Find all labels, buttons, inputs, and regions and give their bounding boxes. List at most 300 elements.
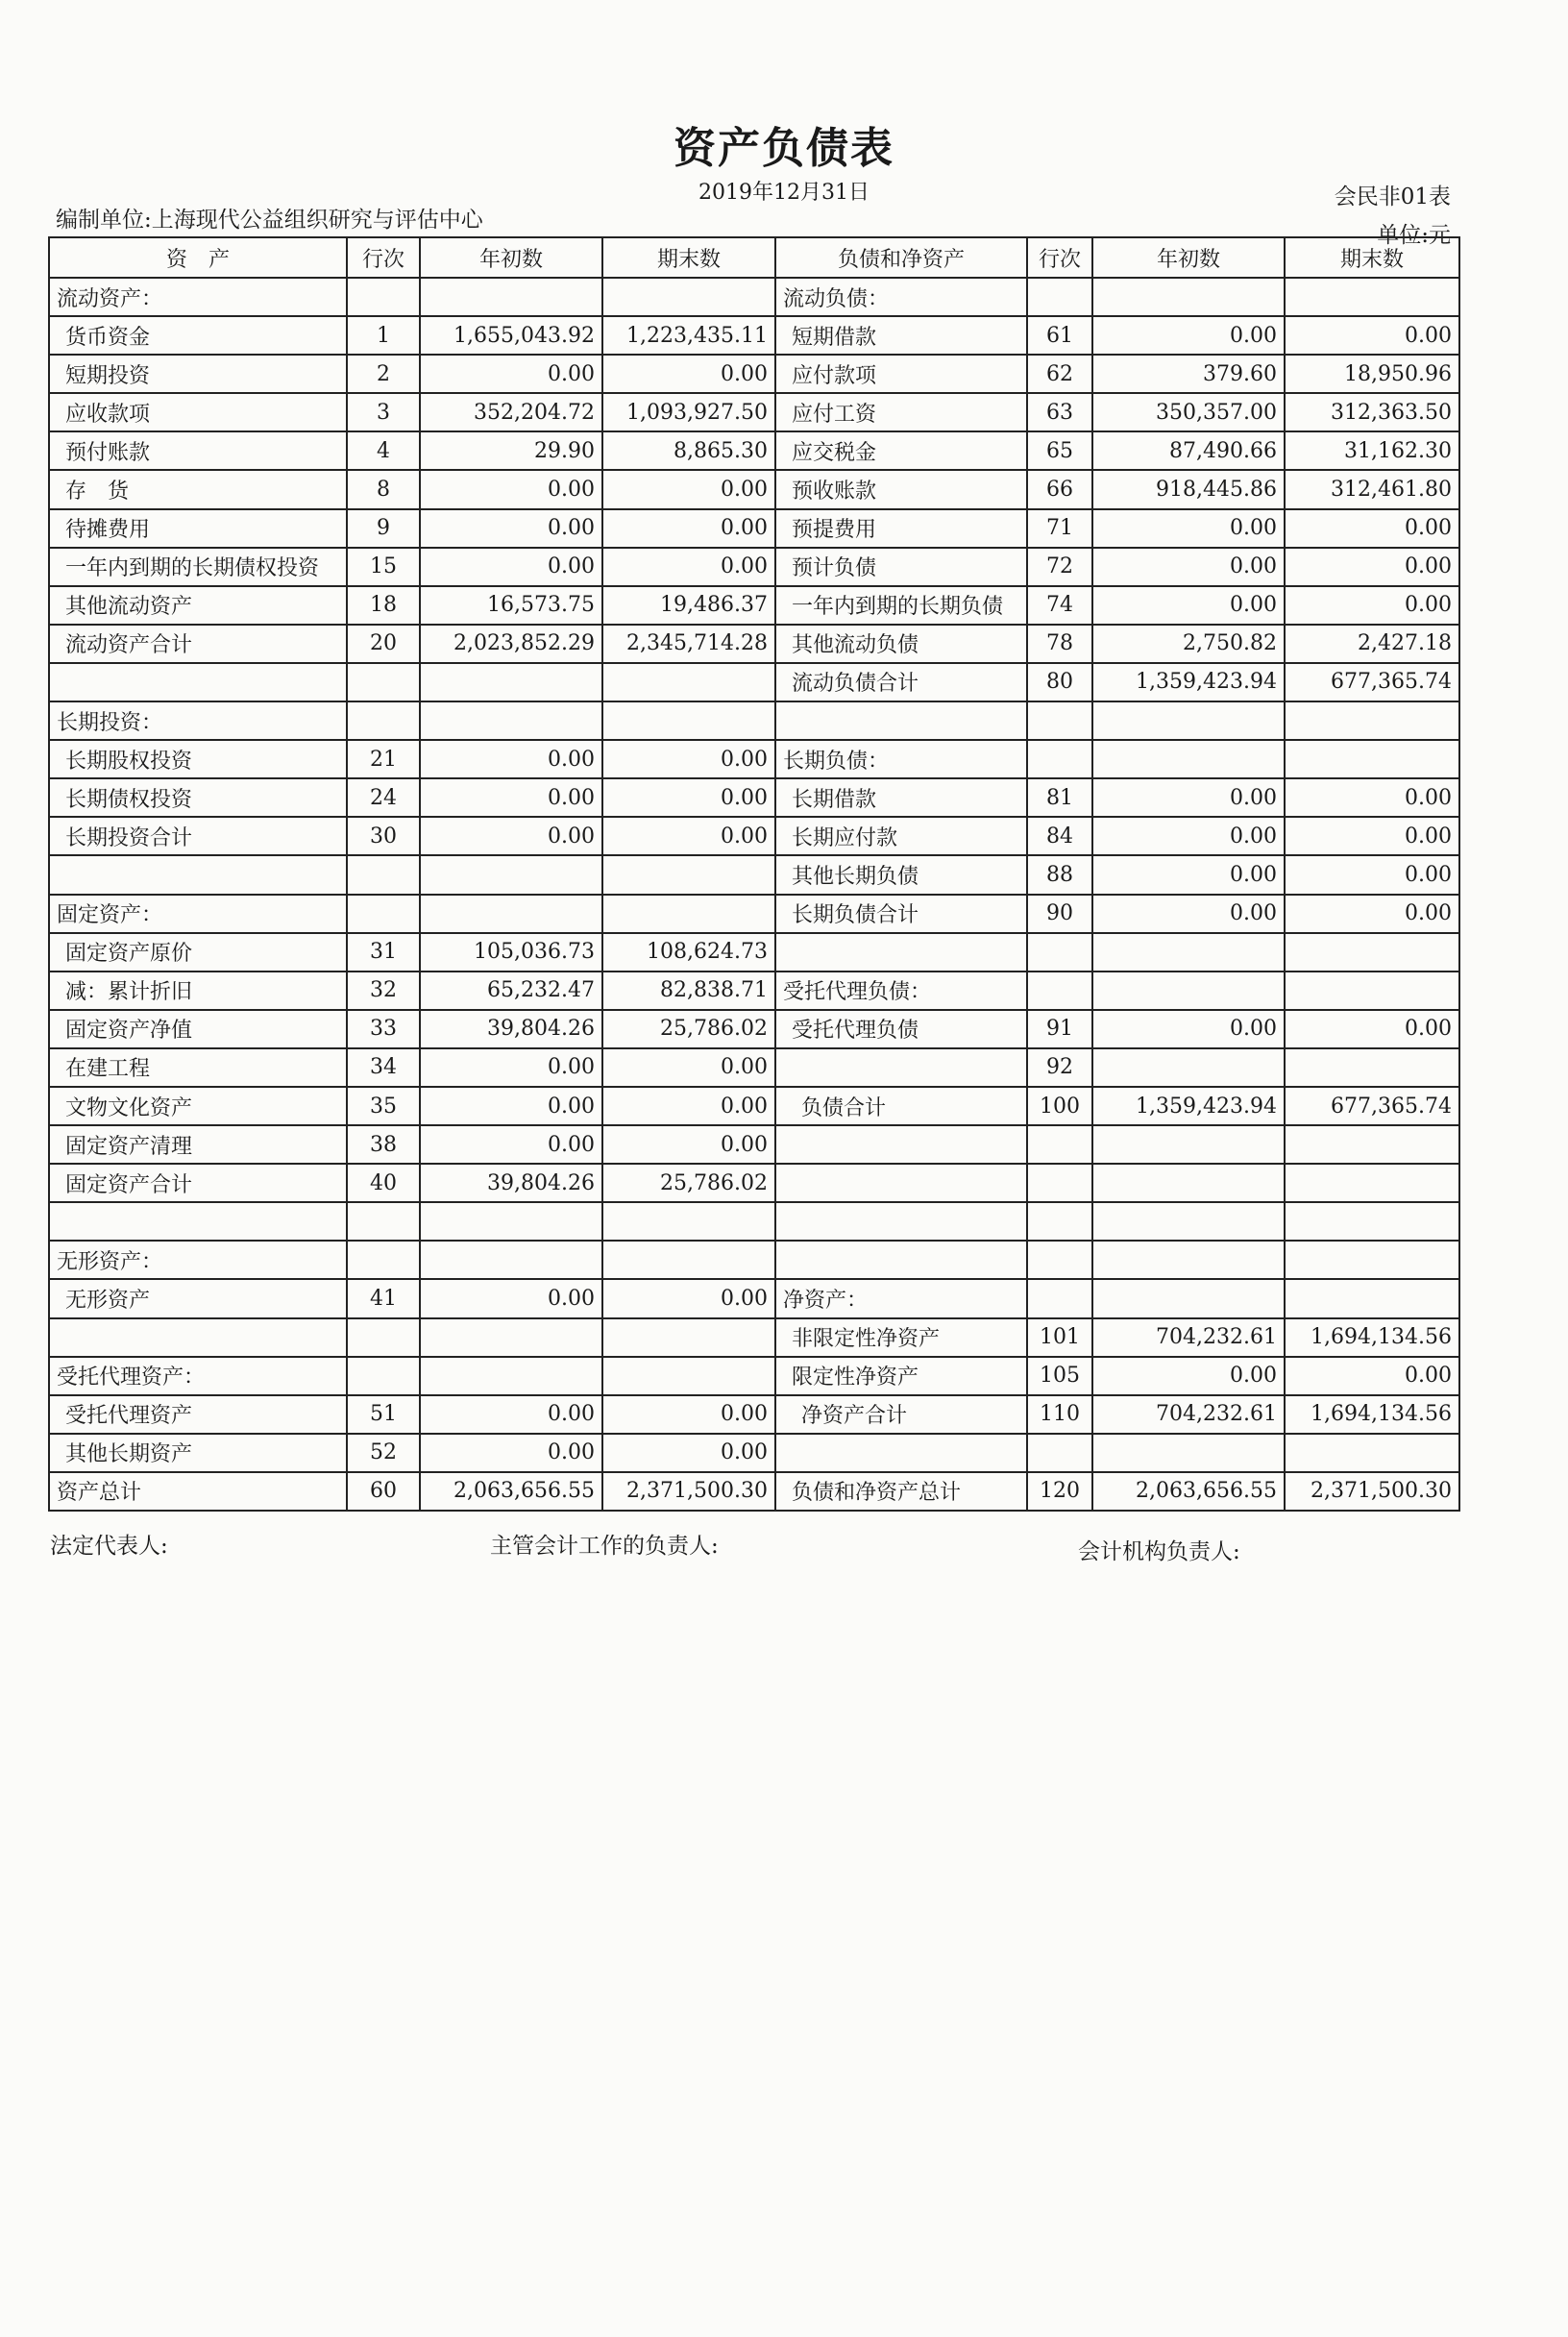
asset-begin-cell — [420, 663, 602, 701]
liability-end-cell — [1285, 1048, 1459, 1087]
liability-end-cell: 0.00 — [1285, 548, 1459, 586]
asset-begin-cell: 0.00 — [420, 470, 602, 508]
asset-begin-cell: 105,036.73 — [420, 933, 602, 972]
asset-row-no-cell — [347, 1318, 420, 1357]
asset-name-cell: 长期债权投资 — [49, 778, 347, 817]
liability-name-cell: 长期借款 — [775, 778, 1027, 817]
table-row — [49, 1241, 1459, 1279]
liability-row-no-cell — [1027, 933, 1092, 972]
liability-end-cell: 0.00 — [1285, 855, 1459, 894]
asset-name-cell — [49, 663, 347, 701]
liability-end-cell — [1285, 1125, 1459, 1164]
liability-name-cell: 应交税金 — [775, 431, 1027, 470]
asset-begin-cell: 0.00 — [420, 548, 602, 586]
liability-name-cell: 净资产合计 — [775, 1395, 1027, 1434]
asset-end-cell — [602, 1241, 775, 1279]
asset-begin-cell: 0.00 — [420, 1395, 602, 1434]
asset-row-no-cell — [347, 895, 420, 933]
table-row — [49, 278, 1459, 316]
asset-name-cell: 其他流动资产 — [49, 586, 347, 625]
asset-row-no-cell: 9 — [347, 509, 420, 548]
asset-name-cell — [49, 1318, 347, 1357]
liability-begin-cell — [1092, 740, 1285, 778]
liability-row-no-cell: 61 — [1027, 316, 1092, 355]
col-header-asset: 资 产 — [49, 237, 347, 278]
asset-row-no-cell: 18 — [347, 586, 420, 625]
liability-row-no-cell: 71 — [1027, 509, 1092, 548]
liability-begin-cell: 704,232.61 — [1092, 1318, 1285, 1357]
table-row — [49, 355, 1459, 393]
asset-end-cell: 0.00 — [602, 1125, 775, 1164]
liability-name-cell: 应付款项 — [775, 355, 1027, 393]
asset-row-no-cell — [347, 1357, 420, 1395]
asset-end-cell: 0.00 — [602, 1279, 775, 1317]
liability-begin-cell — [1092, 1202, 1285, 1241]
liability-begin-cell: 0.00 — [1092, 855, 1285, 894]
liability-name-cell: 限定性净资产 — [775, 1357, 1027, 1395]
liability-row-no-cell — [1027, 972, 1092, 1010]
liability-row-no-cell — [1027, 278, 1092, 316]
asset-row-no-cell: 21 — [347, 740, 420, 778]
asset-end-cell: 2,345,714.28 — [602, 625, 775, 663]
liability-row-no-cell: 80 — [1027, 663, 1092, 701]
liability-begin-cell: 0.00 — [1092, 548, 1285, 586]
table-row — [49, 431, 1459, 470]
asset-end-cell — [602, 895, 775, 933]
liability-name-cell: 预提费用 — [775, 509, 1027, 548]
liability-name-cell: 长期负债： — [775, 740, 1027, 778]
asset-end-cell: 108,624.73 — [602, 933, 775, 972]
table-row — [49, 393, 1459, 431]
asset-name-cell: 应收款项 — [49, 393, 347, 431]
asset-row-no-cell: 15 — [347, 548, 420, 586]
table-row — [49, 972, 1459, 1010]
accounting-org-head-label: 会计机构负责人: — [1078, 1539, 1240, 1564]
liability-end-cell: 0.00 — [1285, 316, 1459, 355]
table-row — [49, 855, 1459, 894]
liability-row-no-cell — [1027, 1202, 1092, 1241]
liability-begin-cell — [1092, 972, 1285, 1010]
table-row — [49, 625, 1459, 663]
asset-name-cell: 无形资产： — [49, 1241, 347, 1279]
asset-begin-cell: 0.00 — [420, 1087, 602, 1125]
liability-name-cell — [775, 1048, 1027, 1087]
asset-row-no-cell: 1 — [347, 316, 420, 355]
liability-begin-cell: 0.00 — [1092, 778, 1285, 817]
liability-name-cell: 长期负债合计 — [775, 895, 1027, 933]
asset-name-cell: 长期投资合计 — [49, 817, 347, 855]
liability-begin-cell — [1092, 1241, 1285, 1279]
asset-begin-cell — [420, 278, 602, 316]
asset-end-cell: 1,093,927.50 — [602, 393, 775, 431]
liability-end-cell: 1,694,134.56 — [1285, 1395, 1459, 1434]
liability-name-cell: 长期应付款 — [775, 817, 1027, 855]
liability-row-no-cell: 63 — [1027, 393, 1092, 431]
liability-end-cell — [1285, 701, 1459, 740]
asset-row-no-cell — [347, 663, 420, 701]
asset-name-cell: 固定资产合计 — [49, 1164, 347, 1202]
liability-end-cell: 0.00 — [1285, 586, 1459, 625]
col-header-begin-2: 年初数 — [1092, 237, 1285, 278]
liability-name-cell: 短期借款 — [775, 316, 1027, 355]
asset-row-no-cell: 20 — [347, 625, 420, 663]
liability-row-no-cell: 105 — [1027, 1357, 1092, 1395]
liability-name-cell — [775, 1202, 1027, 1241]
table-row — [49, 701, 1459, 740]
liability-row-no-cell: 84 — [1027, 817, 1092, 855]
liability-begin-cell: 379.60 — [1092, 355, 1285, 393]
liability-row-no-cell: 101 — [1027, 1318, 1092, 1357]
asset-row-no-cell: 34 — [347, 1048, 420, 1087]
liability-name-cell: 一年内到期的长期负债 — [775, 586, 1027, 625]
table-row — [49, 663, 1459, 701]
table-row — [49, 1048, 1459, 1087]
asset-begin-cell: 0.00 — [420, 1125, 602, 1164]
table-row — [49, 740, 1459, 778]
liability-begin-cell: 1,359,423.94 — [1092, 663, 1285, 701]
table-row — [49, 1357, 1459, 1395]
liability-name-cell: 流动负债合计 — [775, 663, 1027, 701]
liability-begin-cell — [1092, 933, 1285, 972]
asset-row-no-cell: 31 — [347, 933, 420, 972]
asset-begin-cell: 352,204.72 — [420, 393, 602, 431]
liability-end-cell: 0.00 — [1285, 778, 1459, 817]
liability-row-no-cell: 90 — [1027, 895, 1092, 933]
asset-name-cell: 固定资产： — [49, 895, 347, 933]
asset-end-cell: 0.00 — [602, 470, 775, 508]
liability-end-cell: 0.00 — [1285, 1010, 1459, 1048]
table-row — [49, 1395, 1459, 1434]
asset-row-no-cell: 51 — [347, 1395, 420, 1434]
legal-representative-label: 法定代表人: — [50, 1534, 168, 1559]
asset-begin-cell: 2,063,656.55 — [420, 1472, 602, 1511]
liability-row-no-cell: 91 — [1027, 1010, 1092, 1048]
liability-end-cell — [1285, 1434, 1459, 1472]
asset-name-cell: 预付账款 — [49, 431, 347, 470]
asset-end-cell: 19,486.37 — [602, 586, 775, 625]
asset-name-cell: 减：累计折旧 — [49, 972, 347, 1010]
table-row — [49, 1434, 1459, 1472]
table-row — [49, 316, 1459, 355]
liability-begin-cell: 0.00 — [1092, 586, 1285, 625]
asset-end-cell: 0.00 — [602, 1087, 775, 1125]
asset-row-no-cell: 4 — [347, 431, 420, 470]
asset-begin-cell — [420, 1318, 602, 1357]
asset-name-cell: 短期投资 — [49, 355, 347, 393]
liability-name-cell: 受托代理负债： — [775, 972, 1027, 1010]
liability-row-no-cell — [1027, 1434, 1092, 1472]
liability-row-no-cell — [1027, 1164, 1092, 1202]
liability-begin-cell: 918,445.86 — [1092, 470, 1285, 508]
table-row — [49, 895, 1459, 933]
asset-end-cell: 0.00 — [602, 1048, 775, 1087]
asset-row-no-cell: 35 — [347, 1087, 420, 1125]
liability-row-no-cell: 62 — [1027, 355, 1092, 393]
liability-end-cell — [1285, 972, 1459, 1010]
liability-begin-cell: 0.00 — [1092, 817, 1285, 855]
asset-name-cell: 在建工程 — [49, 1048, 347, 1087]
liability-begin-cell: 87,490.66 — [1092, 431, 1285, 470]
liability-name-cell: 受托代理负债 — [775, 1010, 1027, 1048]
table-header-row — [49, 237, 1459, 278]
asset-row-no-cell: 40 — [347, 1164, 420, 1202]
table-row — [49, 1164, 1459, 1202]
liability-begin-cell — [1092, 1434, 1285, 1472]
asset-end-cell: 0.00 — [602, 1434, 775, 1472]
liability-row-no-cell: 74 — [1027, 586, 1092, 625]
accounting-head-label: 主管会计工作的负责人: — [490, 1534, 719, 1559]
liability-begin-cell: 350,357.00 — [1092, 393, 1285, 431]
liability-name-cell: 预计负债 — [775, 548, 1027, 586]
table-row — [49, 1472, 1459, 1511]
asset-row-no-cell — [347, 855, 420, 894]
table-row — [49, 1318, 1459, 1357]
liability-end-cell — [1285, 740, 1459, 778]
liability-row-no-cell: 100 — [1027, 1087, 1092, 1125]
asset-name-cell: 受托代理资产： — [49, 1357, 347, 1395]
asset-begin-cell — [420, 855, 602, 894]
asset-begin-cell: 0.00 — [420, 740, 602, 778]
col-header-row-no-2: 行次 — [1027, 237, 1092, 278]
liability-row-no-cell: 92 — [1027, 1048, 1092, 1087]
liability-name-cell — [775, 1434, 1027, 1472]
table-row — [49, 548, 1459, 586]
asset-end-cell: 0.00 — [602, 509, 775, 548]
liability-name-cell: 负债合计 — [775, 1087, 1027, 1125]
asset-begin-cell: 16,573.75 — [420, 586, 602, 625]
asset-row-no-cell: 8 — [347, 470, 420, 508]
table-row — [49, 1010, 1459, 1048]
asset-end-cell: 25,786.02 — [602, 1164, 775, 1202]
asset-begin-cell: 0.00 — [420, 817, 602, 855]
asset-name-cell: 文物文化资产 — [49, 1087, 347, 1125]
table-row — [49, 778, 1459, 817]
liability-end-cell: 0.00 — [1285, 509, 1459, 548]
liability-row-no-cell: 120 — [1027, 1472, 1092, 1511]
table-row — [49, 509, 1459, 548]
asset-name-cell: 货币资金 — [49, 316, 347, 355]
asset-end-cell: 8,865.30 — [602, 431, 775, 470]
asset-end-cell: 0.00 — [602, 548, 775, 586]
liability-end-cell — [1285, 933, 1459, 972]
asset-begin-cell — [420, 895, 602, 933]
liability-begin-cell — [1092, 1164, 1285, 1202]
asset-begin-cell — [420, 1357, 602, 1395]
table-row — [49, 1125, 1459, 1164]
asset-end-cell: 25,786.02 — [602, 1010, 775, 1048]
liability-begin-cell — [1092, 278, 1285, 316]
liability-end-cell: 677,365.74 — [1285, 663, 1459, 701]
liability-end-cell: 312,461.80 — [1285, 470, 1459, 508]
asset-end-cell: 0.00 — [602, 740, 775, 778]
asset-name-cell: 无形资产 — [49, 1279, 347, 1317]
asset-name-cell: 一年内到期的长期债权投资 — [49, 548, 347, 586]
table-row — [49, 1087, 1459, 1125]
asset-row-no-cell — [347, 1241, 420, 1279]
asset-name-cell: 流动资产合计 — [49, 625, 347, 663]
liability-row-no-cell: 81 — [1027, 778, 1092, 817]
liability-end-cell: 1,694,134.56 — [1285, 1318, 1459, 1357]
liability-name-cell: 应付工资 — [775, 393, 1027, 431]
asset-begin-cell: 0.00 — [420, 1434, 602, 1472]
liability-begin-cell: 0.00 — [1092, 316, 1285, 355]
liability-name-cell: 净资产： — [775, 1279, 1027, 1317]
liability-row-no-cell — [1027, 1125, 1092, 1164]
asset-end-cell: 0.00 — [602, 817, 775, 855]
asset-begin-cell — [420, 1241, 602, 1279]
liability-row-no-cell: 110 — [1027, 1395, 1092, 1434]
asset-name-cell: 长期投资： — [49, 701, 347, 740]
asset-row-no-cell: 24 — [347, 778, 420, 817]
col-header-begin: 年初数 — [420, 237, 602, 278]
asset-name-cell: 流动资产： — [49, 278, 347, 316]
asset-begin-cell — [420, 1202, 602, 1241]
asset-row-no-cell: 32 — [347, 972, 420, 1010]
liability-name-cell — [775, 933, 1027, 972]
asset-row-no-cell: 30 — [347, 817, 420, 855]
liability-row-no-cell: 65 — [1027, 431, 1092, 470]
liability-name-cell: 负债和净资产总计 — [775, 1472, 1027, 1511]
asset-name-cell — [49, 1202, 347, 1241]
asset-end-cell: 1,223,435.11 — [602, 316, 775, 355]
asset-name-cell: 长期股权投资 — [49, 740, 347, 778]
liability-end-cell: 0.00 — [1285, 895, 1459, 933]
asset-begin-cell: 0.00 — [420, 1279, 602, 1317]
asset-begin-cell: 0.00 — [420, 355, 602, 393]
asset-begin-cell: 1,655,043.92 — [420, 316, 602, 355]
col-header-row-no: 行次 — [347, 237, 420, 278]
table-row — [49, 470, 1459, 508]
asset-end-cell: 2,371,500.30 — [602, 1472, 775, 1511]
asset-end-cell — [602, 701, 775, 740]
liability-end-cell — [1285, 1279, 1459, 1317]
liability-name-cell: 其他长期负债 — [775, 855, 1027, 894]
asset-row-no-cell: 38 — [347, 1125, 420, 1164]
asset-name-cell: 固定资产清理 — [49, 1125, 347, 1164]
asset-begin-cell: 39,804.26 — [420, 1164, 602, 1202]
asset-begin-cell: 0.00 — [420, 1048, 602, 1087]
liability-end-cell: 0.00 — [1285, 1357, 1459, 1395]
asset-begin-cell: 29.90 — [420, 431, 602, 470]
asset-end-cell — [602, 278, 775, 316]
liability-row-no-cell — [1027, 740, 1092, 778]
asset-name-cell: 固定资产净值 — [49, 1010, 347, 1048]
asset-end-cell — [602, 663, 775, 701]
liability-name-cell — [775, 1125, 1027, 1164]
asset-name-cell: 固定资产原价 — [49, 933, 347, 972]
liability-name-cell: 流动负债： — [775, 278, 1027, 316]
preparing-organization: 编制单位:上海现代公益组织研究与评估中心 — [56, 208, 483, 233]
asset-end-cell: 0.00 — [602, 1395, 775, 1434]
liability-row-no-cell — [1027, 701, 1092, 740]
asset-row-no-cell: 52 — [347, 1434, 420, 1472]
asset-end-cell — [602, 1202, 775, 1241]
liability-end-cell — [1285, 278, 1459, 316]
liability-row-no-cell: 78 — [1027, 625, 1092, 663]
liability-begin-cell — [1092, 1048, 1285, 1087]
asset-row-no-cell — [347, 701, 420, 740]
liability-begin-cell — [1092, 1279, 1285, 1317]
liability-begin-cell: 0.00 — [1092, 895, 1285, 933]
liability-end-cell: 677,365.74 — [1285, 1087, 1459, 1125]
liability-end-cell — [1285, 1241, 1459, 1279]
liability-begin-cell: 1,359,423.94 — [1092, 1087, 1285, 1125]
asset-row-no-cell: 41 — [347, 1279, 420, 1317]
asset-begin-cell: 65,232.47 — [420, 972, 602, 1010]
asset-name-cell: 存 货 — [49, 470, 347, 508]
liability-name-cell: 其他流动负债 — [775, 625, 1027, 663]
liability-begin-cell: 0.00 — [1092, 1357, 1285, 1395]
liability-name-cell: 预收账款 — [775, 470, 1027, 508]
report-date: 2019年12月31日 — [698, 181, 870, 205]
liability-begin-cell: 2,063,656.55 — [1092, 1472, 1285, 1511]
form-code: 会民非01表 — [1334, 184, 1451, 209]
asset-end-cell: 82,838.71 — [602, 972, 775, 1010]
asset-row-no-cell — [347, 278, 420, 316]
liability-begin-cell: 704,232.61 — [1092, 1395, 1285, 1434]
liability-row-no-cell: 66 — [1027, 470, 1092, 508]
asset-name-cell: 资产总计 — [49, 1472, 347, 1511]
liability-end-cell: 2,371,500.30 — [1285, 1472, 1459, 1511]
liability-end-cell: 2,427.18 — [1285, 625, 1459, 663]
asset-begin-cell: 2,023,852.29 — [420, 625, 602, 663]
liability-begin-cell — [1092, 701, 1285, 740]
asset-end-cell: 0.00 — [602, 355, 775, 393]
liability-end-cell: 31,162.30 — [1285, 431, 1459, 470]
page-title: 资产负债表 — [674, 124, 894, 173]
table-row — [49, 817, 1459, 855]
asset-row-no-cell — [347, 1202, 420, 1241]
asset-name-cell — [49, 855, 347, 894]
asset-name-cell: 受托代理资产 — [49, 1395, 347, 1434]
liability-row-no-cell — [1027, 1279, 1092, 1317]
asset-row-no-cell: 2 — [347, 355, 420, 393]
liability-end-cell — [1285, 1202, 1459, 1241]
table-row — [49, 933, 1459, 972]
liability-end-cell: 312,363.50 — [1285, 393, 1459, 431]
table-row — [49, 586, 1459, 625]
liability-row-no-cell: 72 — [1027, 548, 1092, 586]
table-row — [49, 1279, 1459, 1317]
asset-begin-cell — [420, 701, 602, 740]
liability-name-cell — [775, 1241, 1027, 1279]
liability-end-cell: 18,950.96 — [1285, 355, 1459, 393]
asset-end-cell: 0.00 — [602, 778, 775, 817]
asset-row-no-cell: 3 — [347, 393, 420, 431]
col-header-end: 期末数 — [602, 237, 775, 278]
asset-end-cell — [602, 855, 775, 894]
liability-name-cell: 非限定性净资产 — [775, 1318, 1027, 1357]
currency-unit: 单位:元 — [1377, 223, 1451, 248]
liability-end-cell — [1285, 1164, 1459, 1202]
liability-row-no-cell — [1027, 1241, 1092, 1279]
liability-row-no-cell: 88 — [1027, 855, 1092, 894]
col-header-liability: 负债和净资产 — [775, 237, 1027, 278]
col-header-end-2: 期末数 — [1285, 237, 1459, 278]
liability-name-cell — [775, 1164, 1027, 1202]
asset-name-cell: 其他长期资产 — [49, 1434, 347, 1472]
asset-row-no-cell: 33 — [347, 1010, 420, 1048]
asset-begin-cell: 0.00 — [420, 509, 602, 548]
liability-begin-cell — [1092, 1125, 1285, 1164]
asset-begin-cell: 0.00 — [420, 778, 602, 817]
liability-begin-cell: 0.00 — [1092, 509, 1285, 548]
asset-name-cell: 待摊费用 — [49, 509, 347, 548]
asset-row-no-cell: 60 — [347, 1472, 420, 1511]
balance-sheet-table — [48, 236, 1460, 1512]
asset-begin-cell: 39,804.26 — [420, 1010, 602, 1048]
asset-end-cell — [602, 1318, 775, 1357]
